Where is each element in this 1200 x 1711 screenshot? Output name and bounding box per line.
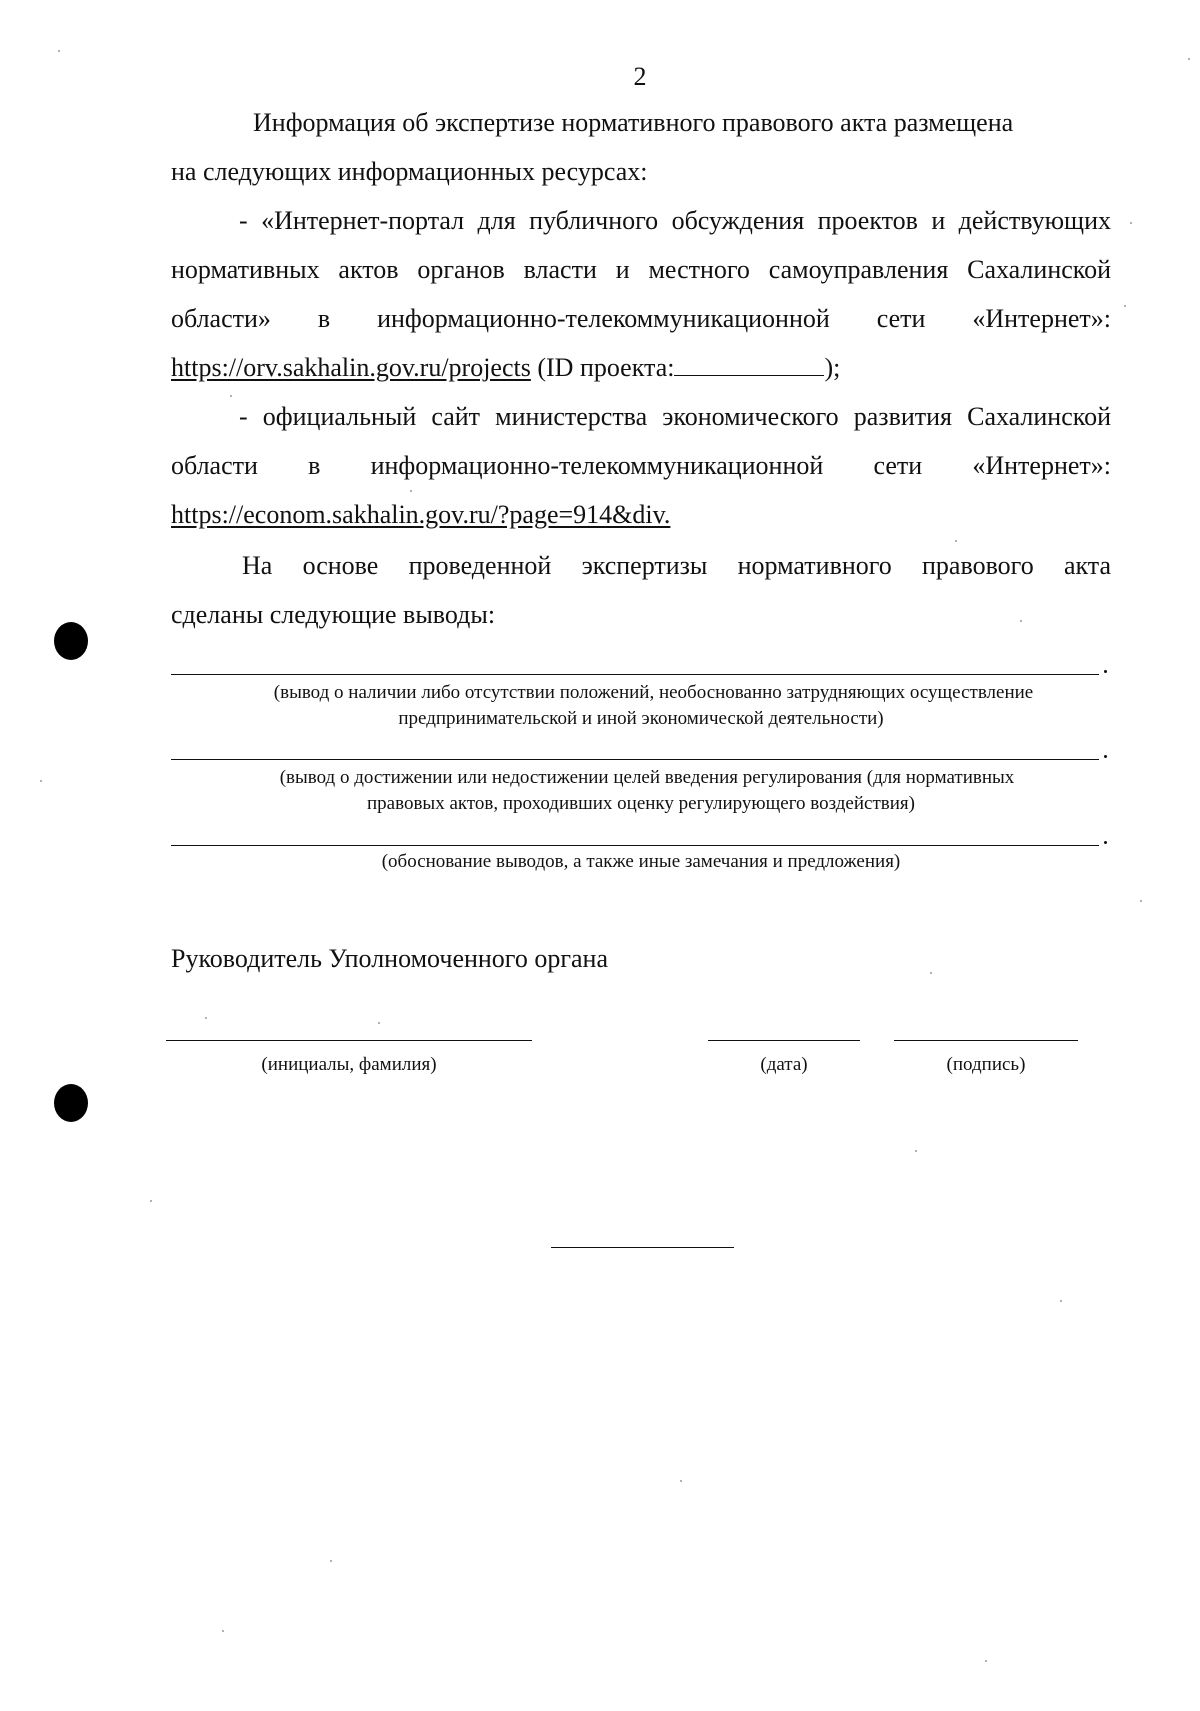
project-id-suffix: ); [824, 353, 841, 382]
resource-econom-text: - официальный сайт министерства экономического развития Сахалинской области в информационно-телекоммуникационной сети «Интернет»: [171, 402, 1111, 480]
end-separator-line [551, 1247, 734, 1248]
goals-caption-line-1: (вывод о достижении или недостижении целей введения регулирования (для нормативных [279, 767, 1015, 788]
project-id-field [674, 353, 824, 376]
sign-caption: (подпись) [946, 1054, 1026, 1075]
sign-signature-line [894, 1040, 1078, 1041]
scan-speck [1124, 305, 1126, 307]
conclusions-line-1: На основе проведенной экспертизы нормативного правового акта [242, 551, 1111, 580]
provisions-caption-line-1: (вывод о наличии либо отсутствии положений, необоснованно затрудняющих осуществление [273, 682, 1034, 703]
resource-item-econom [171, 392, 1111, 539]
goals-caption-line-2: правовых актов, проходивших оценку регулирующего воздействия) [367, 793, 915, 814]
intro-paragraph [171, 98, 1111, 196]
goals-conclusion-line [171, 759, 1099, 760]
scan-speck [150, 1200, 152, 1202]
scan-speck [205, 1017, 207, 1019]
scan-speck [58, 50, 60, 52]
punch-hole-top [54, 622, 88, 660]
provisions-conclusion-line [171, 674, 1099, 675]
scan-speck [378, 1022, 380, 1024]
resource-item-orv [171, 196, 1111, 392]
scan-speck [1140, 900, 1142, 902]
scan-speck [680, 1480, 682, 1482]
conclusions-line-2: сделаны следующие выводы: [171, 600, 496, 629]
provisions-caption-line-2: предпринимательской и иной экономической деятельности) [398, 708, 884, 729]
justification-line-dot [1104, 841, 1107, 844]
scan-speck [330, 1560, 332, 1562]
scan-speck [410, 490, 412, 492]
scan-speck [1130, 222, 1132, 224]
date-signature-line [708, 1040, 860, 1041]
scan-speck [955, 540, 957, 542]
goals-caption [171, 765, 1111, 817]
scan-speck [1060, 1300, 1062, 1302]
provisions-line-dot [1104, 670, 1107, 673]
goals-line-dot [1104, 755, 1107, 758]
signer-title: Руководитель Уполномоченного органа [171, 944, 608, 973]
justification-line [171, 845, 1099, 846]
econom-site-link[interactable]: https://econom.sakhalin.gov.ru/?page=914&div. [171, 500, 671, 529]
scan-speck [915, 1150, 917, 1152]
intro-line-2: на следующих информационных ресурсах: [171, 157, 648, 186]
conclusions-intro [171, 541, 1111, 639]
project-id-label: (ID проекта: [530, 353, 675, 382]
scan-speck [1020, 620, 1022, 622]
justification-caption: (обоснование выводов, а также иные замечания и предложения) [381, 851, 901, 872]
scan-speck [985, 1660, 987, 1662]
scan-speck [1188, 58, 1190, 60]
date-caption: (дата) [760, 1054, 808, 1075]
name-caption: (инициалы, фамилия) [261, 1054, 437, 1075]
orv-portal-link[interactable]: https://orv.sakhalin.gov.ru/projects [171, 353, 531, 382]
intro-line-1: Информация об экспертизе нормативного правового акта размещена [253, 108, 1014, 137]
scan-speck [230, 395, 232, 397]
provisions-caption [171, 680, 1111, 732]
resource-orv-text: - «Интернет-портал для публичного обсуждения проектов и действующих нормативных актов органов власти и местного самоуправления Сахалинской области» в информационно-телекоммуникационной сети «Интернет»: [171, 206, 1111, 333]
name-signature-line [166, 1040, 532, 1041]
punch-hole-bottom [54, 1084, 88, 1122]
scan-speck [930, 972, 932, 974]
scan-speck [40, 780, 42, 782]
scan-speck [222, 1630, 224, 1632]
page-number: 2 [633, 62, 647, 91]
